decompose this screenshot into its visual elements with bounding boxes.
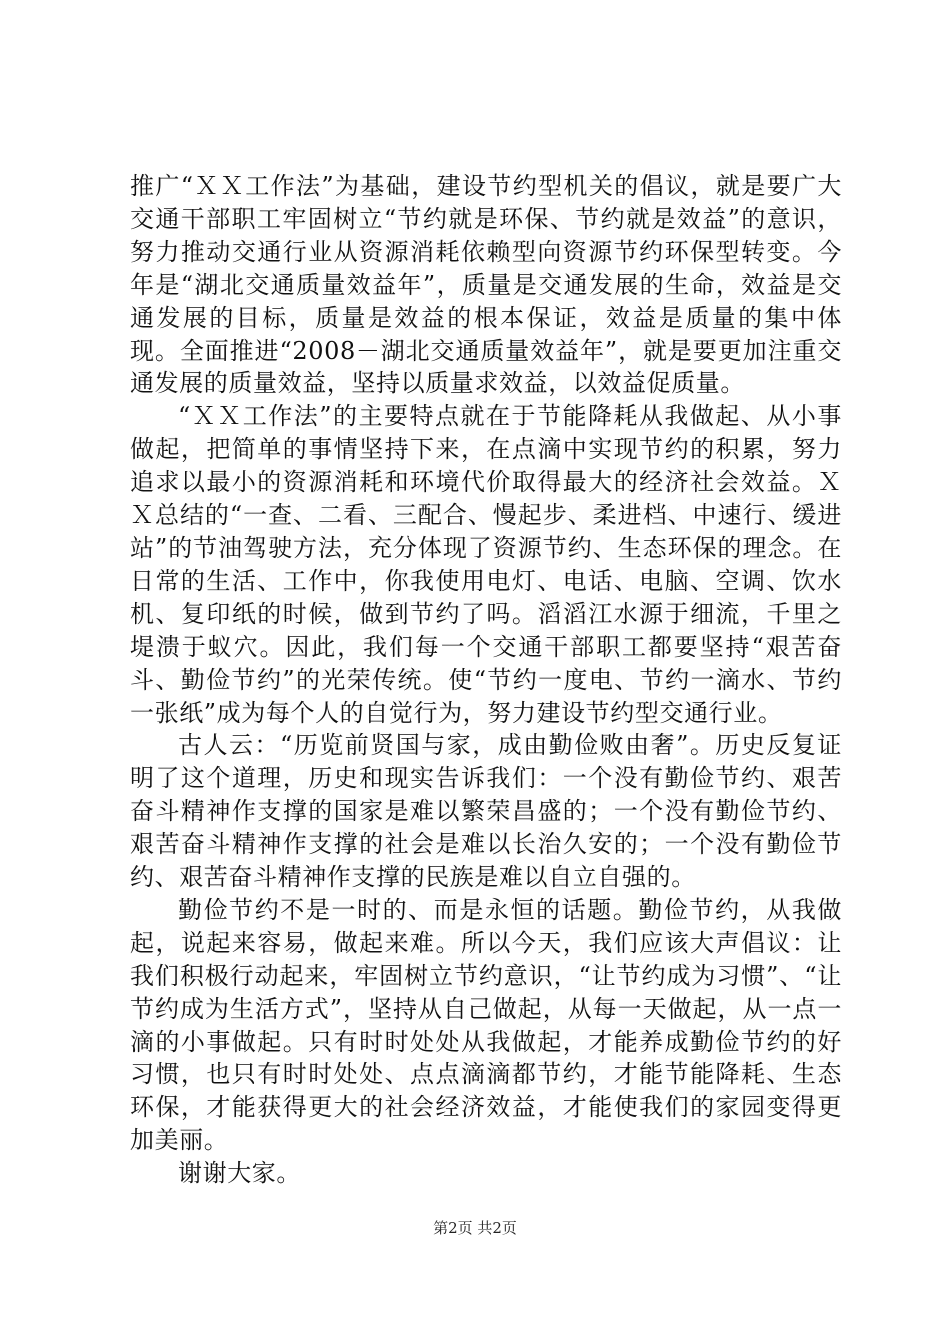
paragraph-2: “ＸＸ工作法”的主要特点就在于节能降耗从我做起、从小事做起，把简单的事情坚持下来，在点滴中实现节约的积累，努力追求以最小的资源消耗和环境代价取得最大的经济社会效益。ＸＸ总结的“一查、二看、三配合、慢起步、柔进档、中速行、缓进站”的节油驾驶方法，充分体现了资源节约、生态环保的理念。在日常的生活、工作中，你我使用电灯、电话、电脑、空调、饮水机、复印纸的时候，做到节约了吗。滔滔江水源于细流，千里之堤溃于蚁穴。因此，我们每一个交通干部职工都要坚持“艰苦奋斗、勤俭节约”的光荣传统。使“节约一度电、节约一滴水、节约一张纸”成为每个人的自觉行为，努力建设节约型交通行业。 [130,402,842,727]
paragraph-3: 古人云：“历览前贤国与家，成由勤俭败由奢”。历史反复证明了这个道理，历史和现实告诉我们：一个没有勤俭节约、艰苦奋斗精神作支撑的国家是难以繁荣昌盛的；一个没有勤俭节约、艰苦奋斗精神作支撑的社会是难以长治久安的；一个没有勤俭节约、艰苦奋斗精神作支撑的民族是难以自立自强的。 [130,731,842,892]
paragraph-1: 推广“ＸＸ工作法”为基础，建设节约型机关的倡议，就是要广大交通干部职工牢固树立“节约就是环保、节约就是效益”的意识，努力推动交通行业从资源消耗依赖型向资源节约环保型转变。今年是“湖北交通质量效益年”，质量是交通发展的生命，效益是交通发展的目标，质量是效益的根本保证，效益是质量的集中体现。全面推进“2008－湖北交通质量效益年”，就是要更加注重交通发展的质量效益，坚持以质量求效益，以效益促质量。 [130,172,842,398]
document-body [130,170,842,1190]
page-footer: 第2页 共2页 [433,1219,517,1237]
paragraph-4: 勤俭节约不是一时的、而是永恒的话题。勤俭节约，从我做起，说起来容易，做起来难。所以今天，我们应该大声倡议：让我们积极行动起来，牢固树立节约意识，“让节约成为习惯”、“让节约成为生活方式”，坚持从自己做起，从每一天做起，从一点一滴的小事做起。只有时时处处从我做起，才能养成勤俭节约的好习惯，也只有时时处处、点点滴滴都节约，才能节能降耗、生态环保，才能获得更大的社会经济效益，才能使我们的家园变得更加美丽。 [130,895,842,1155]
closing-line: 谢谢大家。 [178,1159,301,1188]
